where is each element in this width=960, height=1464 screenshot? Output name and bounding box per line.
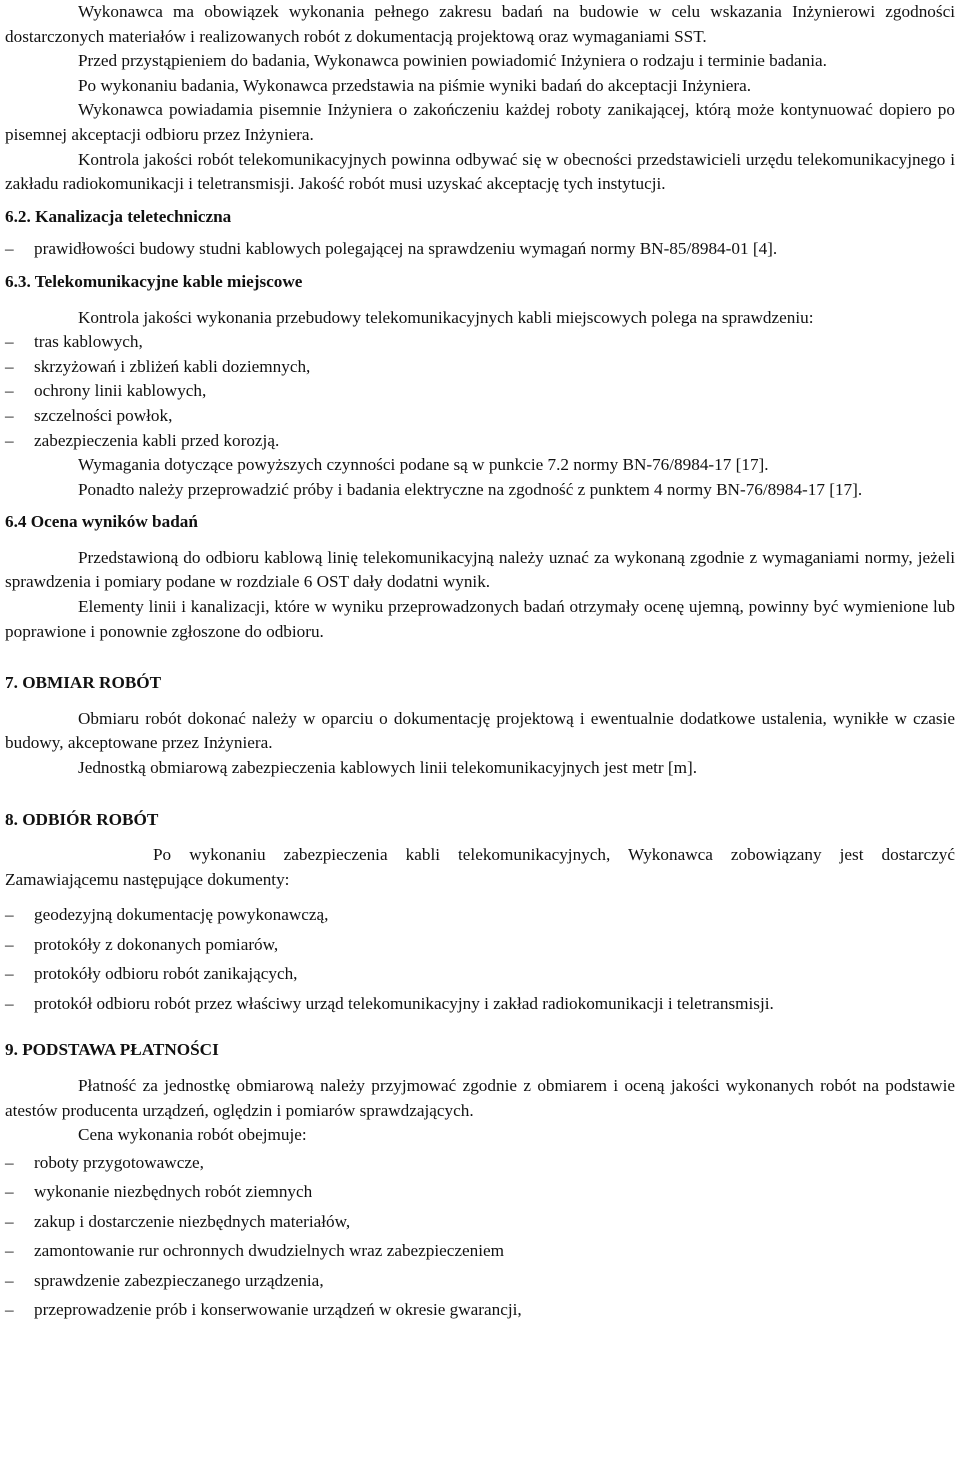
section-6-3-paragraph-1: Kontrola jakości wykonania przebudowy telekomunikacyjnych kabli miejscowych polega na sprawdzeniu: bbox=[78, 307, 814, 327]
section-6-2-list bbox=[5, 237, 955, 262]
dash-bullet: – bbox=[5, 332, 14, 352]
dash-bullet: – bbox=[5, 381, 14, 401]
intro-paragraph-2: Przed przystąpieniem do badania, Wykonawca powinien powiadomić Inżyniera o rodzaju i terminie badania. bbox=[78, 51, 827, 71]
dash-bullet: – bbox=[5, 405, 14, 425]
section-6-3-heading: 6.3. Telekomunikacyjne kable miejscowe bbox=[5, 271, 303, 291]
section-9-paragraph-1: Płatność za jednostkę obmiarową należy przyjmować zgodnie z obmiarem i oceną jakości wykonanych robót na podstawie atestów producenta urządzeń, oględzin i pomiarów sprawdzających. bbox=[5, 1076, 955, 1120]
section-6-4-paragraph-1: Przedstawioną do odbioru kablową linię telekomunikacyjną należy uznać za wykonaną zgodnie z wymaganiami normy, jeżeli sprawdzenia i pomiary podane w rozdziale 6 OST dały dodatni wynik. bbox=[5, 547, 955, 592]
dash-bullet: – bbox=[5, 356, 14, 376]
dash-bullet: – bbox=[5, 905, 14, 925]
dash-bullet: – bbox=[5, 430, 14, 450]
intro-paragraph-3: Po wykonaniu badania, Wykonawca przedstawia na piśmie wyniki badań do akceptacji Inżyniera. bbox=[78, 75, 752, 95]
dash-bullet: – bbox=[5, 1241, 14, 1261]
list-item: – wykonanie niezbędnych robót ziemnych bbox=[5, 1177, 955, 1207]
list-item: – sprawdzenie zabezpieczanego urządzenia, bbox=[5, 1266, 955, 1296]
section-6-3-paragraph-3: Ponadto należy przeprowadzić próby i badania elektryczne na zgodność z punktem 4 normy BN-76/8984-17 [17]. bbox=[78, 479, 863, 499]
list-item: – zabezpieczenia kabli przed korozją. bbox=[5, 429, 955, 454]
section-7-paragraph-2: Jednostką obmiarową zabezpieczenia kablowych linii telekomunikacyjnych jest metr [m]. bbox=[78, 758, 698, 778]
intro-paragraph-1: Wykonawca ma obowiązek wykonania pełnego zakresu badań na budowie w celu wskazania Inżynierowi zgodności dostarczonych materiałów i realizowanych robót z dokumentacją projektową oraz wymaganiami SST. bbox=[5, 2, 955, 46]
section-6-4-heading: 6.4 Ocena wyników badań bbox=[5, 512, 198, 532]
dash-bullet: – bbox=[5, 1270, 14, 1290]
dash-bullet: – bbox=[5, 1300, 14, 1320]
dash-bullet: – bbox=[5, 964, 14, 984]
dash-bullet: – bbox=[5, 993, 14, 1013]
list-item: – przeprowadzenie prób i konserwowanie urządzeń w okresie gwarancji, bbox=[5, 1295, 955, 1325]
section-7-paragraph-1: Obmiaru robót dokonać należy w oparciu o dokumentację projektową i ewentualnie dodatkowe ustalenia, wynikłe w czasie budowy, akceptowane przez Inżyniera. bbox=[5, 708, 955, 753]
list-item: – zamontowanie rur ochronnych dwudzielnych wraz zabezpieczeniem bbox=[5, 1236, 955, 1266]
list-item: – geodezyjną dokumentację powykonawczą, bbox=[5, 900, 955, 930]
section-6-3-list bbox=[5, 330, 955, 453]
list-item: – protokół odbioru robót przez właściwy urząd telekomunikacyjny i zakład radiokomunikacji i teletransmisji. bbox=[5, 989, 955, 1019]
intro-paragraph-4: Wykonawca powiadamia pisemnie Inżyniera o zakończeniu każdej roboty zanikającej, którą może kontynuować dopiero po pisemnej akceptacji odbioru przez Inżyniera. bbox=[5, 100, 955, 144]
dash-bullet: – bbox=[5, 1152, 14, 1172]
intro-paragraph-5: Kontrola jakości robót telekomunikacyjnych powinna odbywać się w obecności przedstawicieli urzędu telekomunikacyjnego i zakładu radiokomunikacji i teletransmisji. Jakość robót musi uzyskać akceptację tych instytucji. bbox=[5, 149, 955, 194]
list-item: – protokóły odbioru robót zanikających, bbox=[5, 959, 955, 989]
section-8-list bbox=[5, 900, 955, 1018]
section-6-3-paragraph-2: Wymagania dotyczące powyższych czynności podane są w punkcie 7.2 normy BN-76/8984-17 [17]. bbox=[78, 455, 769, 475]
list-item: – prawidłowości budowy studni kablowych polegającej na sprawdzeniu wymagań normy BN-85/8984-01 [4]. bbox=[5, 237, 955, 262]
list-item: – roboty przygotowawcze, bbox=[5, 1148, 955, 1178]
list-item: – ochrony linii kablowych, bbox=[5, 379, 955, 404]
section-7-heading: 7. OBMIAR ROBÓT bbox=[5, 673, 162, 693]
list-item: – zakup i dostarczenie niezbędnych materiałów, bbox=[5, 1207, 955, 1237]
section-9-heading: 9. PODSTAWA PŁATNOŚCI bbox=[5, 1040, 219, 1060]
section-8-paragraph-1: Po wykonaniu zabezpieczenia kabli telekomunikacyjnych, Wykonawca zobowiązany jest dostarczyć Zamawiającemu następujące dokumenty: bbox=[5, 845, 955, 889]
dash-bullet: – bbox=[5, 1182, 14, 1202]
section-8-heading: 8. ODBIÓR ROBÓT bbox=[5, 809, 159, 829]
dash-bullet: – bbox=[5, 1211, 14, 1231]
list-item: – szczelności powłok, bbox=[5, 404, 955, 429]
list-item: – protokóły z dokonanych pomiarów, bbox=[5, 930, 955, 960]
section-9-paragraph-2: Cena wykonania robót obejmuje: bbox=[78, 1125, 307, 1145]
section-6-2-heading: 6.2. Kanalizacja teletechniczna bbox=[5, 206, 232, 226]
section-6-4-paragraph-2: Elementy linii i kanalizacji, które w wyniku przeprowadzonych badań otrzymały ocenę ujemną, powinny być wymienione lub poprawione i ponownie zgłoszone do odbioru. bbox=[5, 597, 955, 641]
dash-bullet: – bbox=[5, 239, 14, 259]
section-9-list bbox=[5, 1148, 955, 1325]
document-page bbox=[5, 0, 955, 1325]
list-item: – tras kablowych, bbox=[5, 330, 955, 355]
list-item: – skrzyżowań i zbliżeń kabli doziemnych, bbox=[5, 355, 955, 380]
dash-bullet: – bbox=[5, 934, 14, 954]
